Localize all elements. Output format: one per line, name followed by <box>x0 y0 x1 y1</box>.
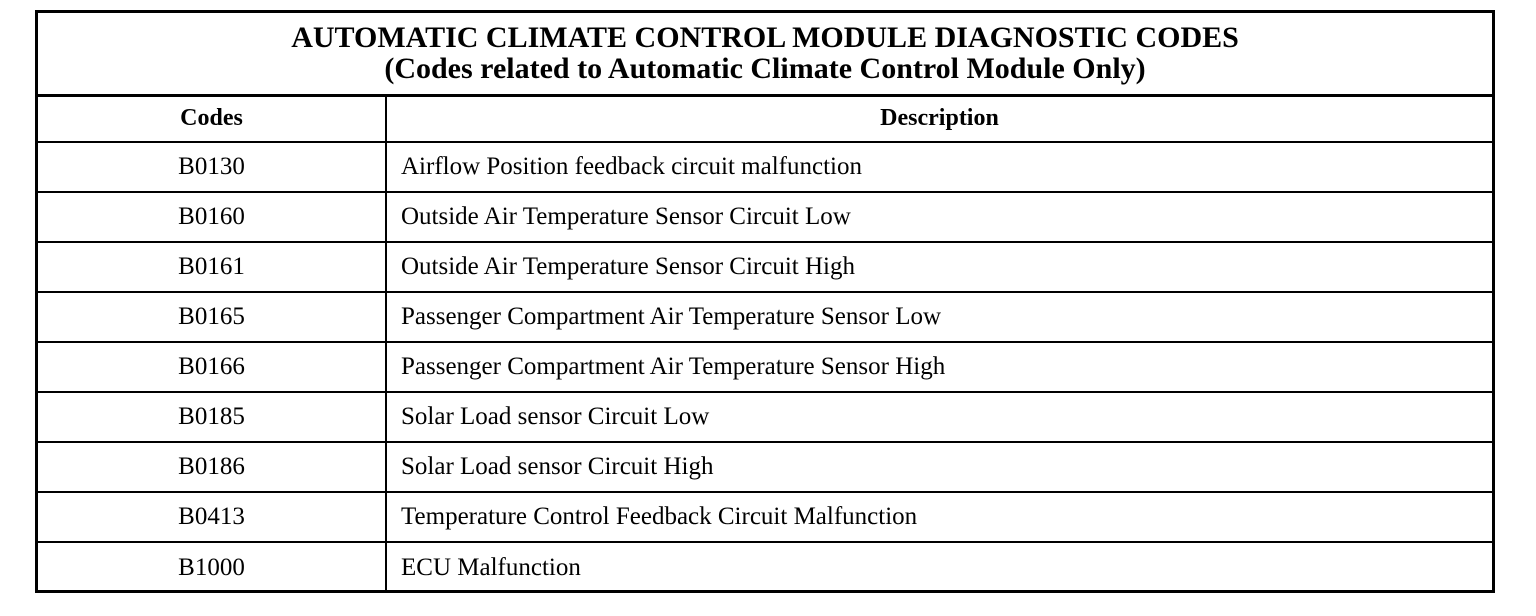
code-cell: B0161 <box>38 242 386 292</box>
table-row <box>38 542 1492 592</box>
description-column-header: Description <box>386 95 1492 142</box>
table-title: AUTOMATIC CLIMATE CONTROL MODULE DIAGNOSTIC CODES <box>291 21 1239 55</box>
code-cell: B0130 <box>38 142 386 192</box>
code-cell: B0413 <box>38 492 386 542</box>
title-row <box>38 13 1492 95</box>
description-cell: ECU Malfunction <box>386 542 1492 592</box>
table-row <box>38 242 1492 292</box>
description-cell: Outside Air Temperature Sensor Circuit Low <box>386 192 1492 242</box>
table-title-cell <box>38 13 1492 95</box>
table-row <box>38 392 1492 442</box>
table-row <box>38 342 1492 392</box>
description-cell: Passenger Compartment Air Temperature Sensor Low <box>386 292 1492 342</box>
table-row <box>38 292 1492 342</box>
table-row <box>38 192 1492 242</box>
description-cell: Outside Air Temperature Sensor Circuit High <box>386 242 1492 292</box>
table-subtitle: (Codes related to Automatic Climate Control Module Only) <box>384 52 1146 86</box>
code-cell: B0185 <box>38 392 386 442</box>
description-cell: Passenger Compartment Air Temperature Sensor High <box>386 342 1492 392</box>
code-cell: B0186 <box>38 442 386 492</box>
code-cell: B1000 <box>38 542 386 592</box>
code-cell: B0160 <box>38 192 386 242</box>
table-row <box>38 442 1492 492</box>
description-cell: Solar Load sensor Circuit Low <box>386 392 1492 442</box>
code-cell: B0166 <box>38 342 386 392</box>
table-row <box>38 142 1492 192</box>
table-row <box>38 492 1492 542</box>
diagnostic-codes-table <box>38 13 1492 592</box>
diagnostic-codes-table-frame <box>35 10 1495 593</box>
codes-column-header: Codes <box>38 95 386 142</box>
description-cell: Temperature Control Feedback Circuit Malfunction <box>386 492 1492 542</box>
description-cell: Airflow Position feedback circuit malfunction <box>386 142 1492 192</box>
code-cell: B0165 <box>38 292 386 342</box>
header-row <box>38 95 1492 142</box>
description-cell: Solar Load sensor Circuit High <box>386 442 1492 492</box>
